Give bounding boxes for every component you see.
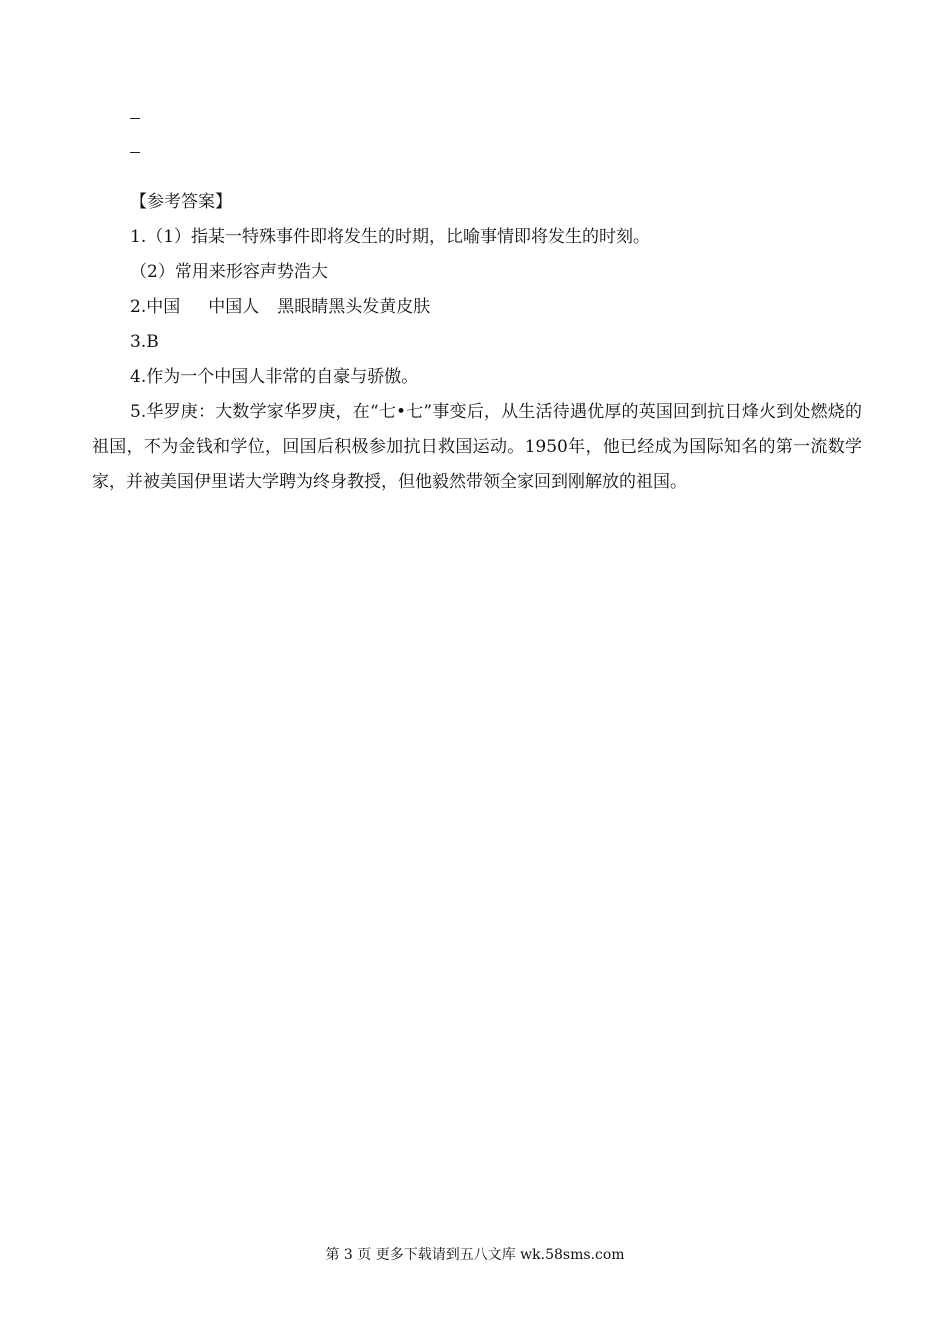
answer-heading: 【参考答案】: [130, 192, 232, 212]
answer-q2-part2: 中国人: [208, 297, 260, 317]
answer-blank-line: [130, 118, 140, 119]
answer-q1-part1: 1.（1）指某一特殊事件即将发生的时期，比喻事情即将发生的时刻。: [130, 227, 651, 247]
answer-q5: 5.华罗庚：大数学家华罗庚，在“七•七”事变后，从生活待遇优厚的英国回到抗日烽火到处燃烧的祖国，不为金钱和学位，回国后积极参加抗日救国运动。1950年，他已经成为国际知名的第一流数学家，并被美国伊里诺大学聘为终身教授，但他毅然带领全家回到刚解放的祖国。: [92, 402, 862, 492]
answer-q3: 3.B: [130, 332, 159, 352]
answer-blank-line: [130, 152, 140, 153]
page-footer: 第 3 页 更多下载请到五八文库 wk.58sms.com: [325, 1247, 625, 1263]
answer-q2: [130, 296, 430, 318]
answer-q1-part2: （2）常用来形容声势浩大: [130, 262, 328, 282]
answer-q2-prefix: 2.中国: [130, 297, 181, 317]
answer-q2-part3: 黑眼睛黑头发黄皮肤: [277, 297, 431, 317]
answer-q4: 4.作为一个中国人非常的自豪与骄傲。: [130, 367, 419, 387]
